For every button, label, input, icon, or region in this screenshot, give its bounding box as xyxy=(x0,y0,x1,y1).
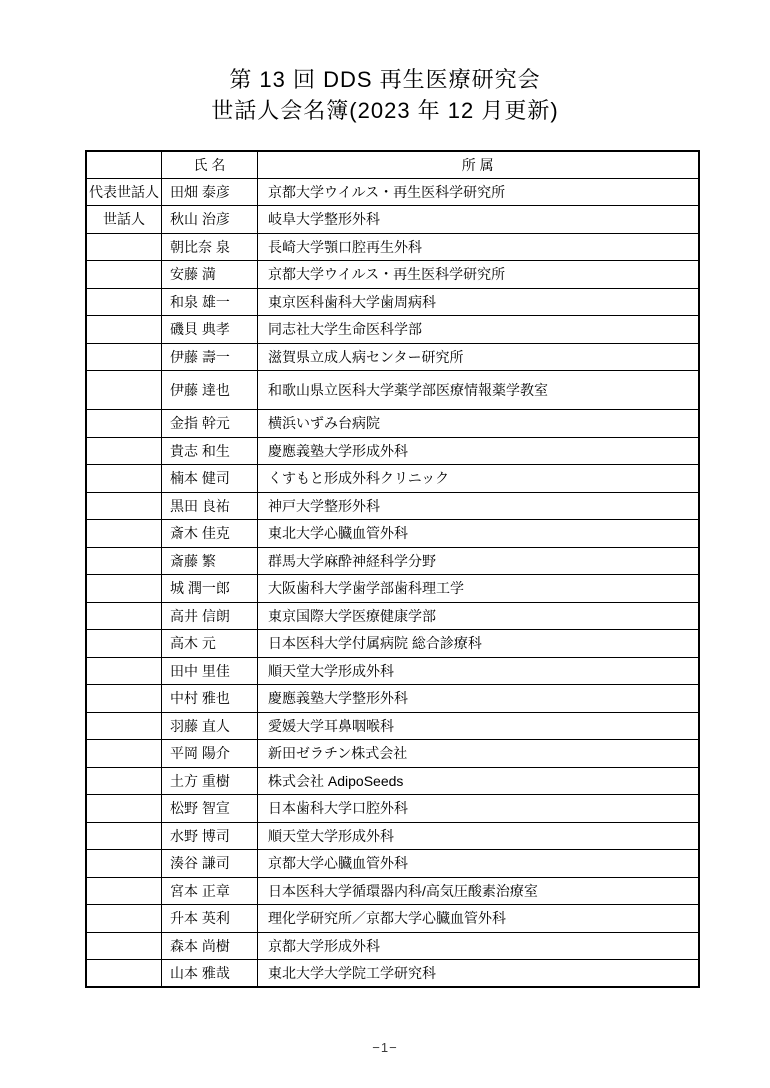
member-affiliation: 慶應義塾大学形成外科 xyxy=(258,437,699,465)
table-row xyxy=(86,371,699,410)
header-role xyxy=(86,151,162,178)
table-row xyxy=(86,575,699,603)
member-name: 森本 尚樹 xyxy=(162,932,258,960)
member-name: 平岡 陽介 xyxy=(162,740,258,768)
member-name: 水野 博司 xyxy=(162,822,258,850)
member-affiliation: 東北大学大学院工学研究科 xyxy=(258,960,699,988)
table-row xyxy=(86,261,699,289)
member-role xyxy=(86,343,162,371)
member-role xyxy=(86,316,162,344)
member-role xyxy=(86,795,162,823)
member-name: 田中 里佳 xyxy=(162,657,258,685)
member-name: 斎木 佳克 xyxy=(162,520,258,548)
member-role xyxy=(86,685,162,713)
table-row xyxy=(86,178,699,206)
member-name: 高木 元 xyxy=(162,630,258,658)
member-affiliation: 長崎大学顎口腔再生外科 xyxy=(258,233,699,261)
member-name: 升本 英利 xyxy=(162,905,258,933)
member-affiliation: 新田ゼラチン株式会社 xyxy=(258,740,699,768)
member-role xyxy=(86,437,162,465)
table-row xyxy=(86,850,699,878)
title-line-2: 世話人会名簿(2023 年 12 月更新) xyxy=(211,98,559,123)
table-row xyxy=(86,520,699,548)
header-affiliation: 所 属 xyxy=(258,151,699,178)
member-affiliation: 理化学研究所／京都大学心臓血管外科 xyxy=(258,905,699,933)
member-affiliation: 順天堂大学形成外科 xyxy=(258,822,699,850)
table-row xyxy=(86,932,699,960)
member-role: 世話人 xyxy=(86,206,162,234)
table-row xyxy=(86,492,699,520)
member-role: 代表世話人 xyxy=(86,178,162,206)
member-affiliation: 順天堂大学形成外科 xyxy=(258,657,699,685)
member-affiliation: 株式会社 AdipoSeeds xyxy=(258,767,699,795)
table-row xyxy=(86,206,699,234)
member-affiliation: 慶應義塾大学整形外科 xyxy=(258,685,699,713)
member-affiliation: 日本医科大学付属病院 総合診療科 xyxy=(258,630,699,658)
table-row xyxy=(86,657,699,685)
table-row xyxy=(86,343,699,371)
member-name: 貴志 和生 xyxy=(162,437,258,465)
member-role xyxy=(86,822,162,850)
table-row xyxy=(86,877,699,905)
member-role xyxy=(86,410,162,438)
member-role xyxy=(86,465,162,493)
table-row xyxy=(86,630,699,658)
table-row xyxy=(86,767,699,795)
member-role xyxy=(86,492,162,520)
member-name: 城 潤一郎 xyxy=(162,575,258,603)
member-affiliation: 同志社大学生命医科学部 xyxy=(258,316,699,344)
document-title xyxy=(0,64,770,126)
member-role xyxy=(86,932,162,960)
member-affiliation: 東北大学心臓血管外科 xyxy=(258,520,699,548)
table-row xyxy=(86,465,699,493)
member-affiliation: 京都大学ウイルス・再生医科学研究所 xyxy=(258,178,699,206)
member-affiliation: 神戸大学整形外科 xyxy=(258,492,699,520)
member-role xyxy=(86,630,162,658)
table-row xyxy=(86,740,699,768)
member-role xyxy=(86,850,162,878)
member-name: 松野 智宣 xyxy=(162,795,258,823)
member-affiliation: 京都大学心臓血管外科 xyxy=(258,850,699,878)
member-role xyxy=(86,602,162,630)
table-row xyxy=(86,233,699,261)
member-name: 山本 雅哉 xyxy=(162,960,258,988)
table-row xyxy=(86,547,699,575)
table-row xyxy=(86,795,699,823)
table-row xyxy=(86,685,699,713)
table-row xyxy=(86,712,699,740)
member-table xyxy=(85,150,700,988)
member-affiliation: 滋賀県立成人病センター研究所 xyxy=(258,343,699,371)
member-role xyxy=(86,520,162,548)
member-affiliation: 東京医科歯科大学歯周病科 xyxy=(258,288,699,316)
table-row xyxy=(86,437,699,465)
member-name: 中村 雅也 xyxy=(162,685,258,713)
member-role xyxy=(86,712,162,740)
member-name: 黒田 良祐 xyxy=(162,492,258,520)
member-name: 斎藤 繁 xyxy=(162,547,258,575)
member-name: 高井 信朗 xyxy=(162,602,258,630)
member-role xyxy=(86,288,162,316)
member-affiliation: 群馬大学麻酔神経科学分野 xyxy=(258,547,699,575)
member-affiliation: 横浜いずみ台病院 xyxy=(258,410,699,438)
member-affiliation: 東京国際大学医療健康学部 xyxy=(258,602,699,630)
table-row xyxy=(86,288,699,316)
table-row xyxy=(86,602,699,630)
member-name: 和泉 雄一 xyxy=(162,288,258,316)
table-row xyxy=(86,960,699,988)
page-number: −1− xyxy=(372,1040,398,1055)
table-row xyxy=(86,316,699,344)
member-role xyxy=(86,905,162,933)
member-affiliation: 日本医科大学循環器内科/高気圧酸素治療室 xyxy=(258,877,699,905)
member-name: 土方 重樹 xyxy=(162,767,258,795)
member-role xyxy=(86,767,162,795)
member-role xyxy=(86,575,162,603)
member-affiliation: 愛媛大学耳鼻咽喉科 xyxy=(258,712,699,740)
member-name: 羽藤 直人 xyxy=(162,712,258,740)
member-affiliation: くすもと形成外科クリニック xyxy=(258,465,699,493)
member-role xyxy=(86,877,162,905)
member-name: 伊藤 壽一 xyxy=(162,343,258,371)
member-role xyxy=(86,657,162,685)
member-affiliation: 日本歯科大学口腔外科 xyxy=(258,795,699,823)
member-affiliation: 京都大学形成外科 xyxy=(258,932,699,960)
member-role xyxy=(86,371,162,410)
member-affiliation: 大阪歯科大学歯学部歯科理工学 xyxy=(258,575,699,603)
member-name: 朝比奈 泉 xyxy=(162,233,258,261)
member-name: 安藤 満 xyxy=(162,261,258,289)
member-affiliation: 岐阜大学整形外科 xyxy=(258,206,699,234)
member-name: 宮本 正章 xyxy=(162,877,258,905)
member-name: 田畑 泰彦 xyxy=(162,178,258,206)
title-line-1: 第 13 回 DDS 再生医療研究会 xyxy=(229,67,541,92)
member-role xyxy=(86,740,162,768)
table-row xyxy=(86,822,699,850)
member-name: 楠本 健司 xyxy=(162,465,258,493)
member-name: 伊藤 達也 xyxy=(162,371,258,410)
member-role xyxy=(86,233,162,261)
member-affiliation: 和歌山県立医科大学薬学部医療情報薬学教室 xyxy=(258,371,699,410)
member-role xyxy=(86,960,162,988)
header-name: 氏 名 xyxy=(162,151,258,178)
member-role xyxy=(86,261,162,289)
table-row xyxy=(86,905,699,933)
member-name: 湊谷 謙司 xyxy=(162,850,258,878)
member-name: 金指 幹元 xyxy=(162,410,258,438)
member-role xyxy=(86,547,162,575)
member-affiliation: 京都大学ウイルス・再生医科学研究所 xyxy=(258,261,699,289)
member-name: 磯貝 典孝 xyxy=(162,316,258,344)
table-row xyxy=(86,410,699,438)
table-header-row xyxy=(86,151,699,178)
member-name: 秋山 治彦 xyxy=(162,206,258,234)
